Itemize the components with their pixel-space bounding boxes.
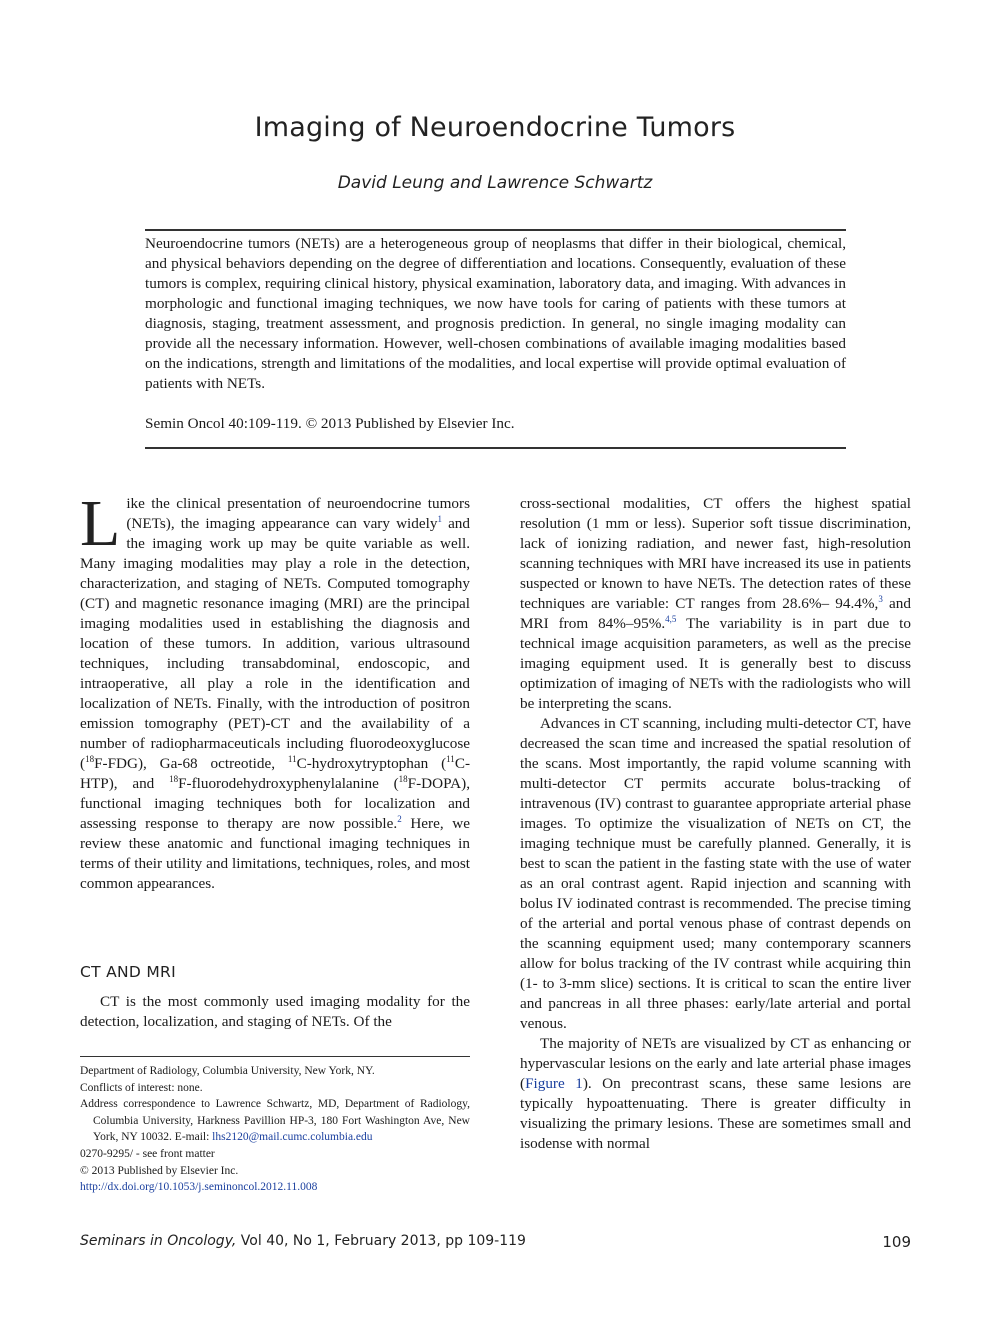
abstract-top-rule xyxy=(145,229,846,231)
figure-1-link[interactable]: Figure 1 xyxy=(525,1075,583,1092)
journal-footer xyxy=(80,1233,526,1249)
doi-link[interactable]: http://dx.doi.org/10.1053/j.seminoncol.2012.11.008 xyxy=(80,1181,318,1194)
article-title: Imaging of Neuroendocrine Tumors xyxy=(254,112,736,143)
section-heading-ct-mri: CT AND MRI xyxy=(80,963,176,981)
right-paragraph-1: cross-sectional modalities, CT offers the highest spatial resolution (1 mm or less). Superior soft tissue discrimination, lack of ionizing radiation, and newer fast, high-resolution scanning techniques with MRI have increased its use in patients suspected or known to have NETs. The detection rates of these techniques are variable: CT ranges from 28.6%– 94.4%,$^3$ and MRI from 84%–95%.$^{4,5}$ The variability is in part due to technical image acquisition parameters, as well as the precise imaging equipment used. It is generally best to discuss optimization of imaging of NETs with the radiologists who will be interpreting the scans. xyxy=(520,495,911,712)
right-paragraph-2: Advances in CT scanning, including multi-detector CT, have decreased the scan time and increased the spatial resolution of the scans. Most importantly, the rapid volume scanning with multi-detector CT permits accurate bolus-tracking of intravenous (IV) contrast to guarantee appropriate arterial phase images. To optimize the visualization of NETs on CT, the imaging technique must be carefully planned. Generally, it is best to scan the patient in the fasting state with the use of water as an oral contrast agent. Rapid injection and scanning with bolus IV iodinated contrast is recommended. The precise timing of the arterial and portal venous phase of contrast depends on the scanning equipment used; many contemporary scanners allow for bolus tracking of the IV contrast while acquiring thin (1- to 3-mm slice) sections. It is critical to scan the entire liver and pancreas in all three phases: early/late arterial and portal venous. xyxy=(520,715,911,1032)
journal-details: Vol 40, No 1, February 2013, pp 109-119 xyxy=(236,1233,526,1249)
footnote-department: Department of Radiology, Columbia University, New York, NY. xyxy=(80,1065,375,1077)
ct-mri-paragraph: CT is the most commonly used imaging modality for the detection, localization, and staging of NETs. Of the xyxy=(80,993,470,1030)
ref-2[interactable]: 2 xyxy=(397,813,402,824)
email-link[interactable]: lhs2120@mail.cumc.columbia.edu xyxy=(212,1131,373,1144)
intro-paragraph: Like the clinical presentation of neuroendocrine tumors (NETs), the imaging appearance can vary widely$^1$ and the imaging work up may be quite variable as well. Many imaging modalities may play a role in the detection, characterization, and staging of NETs. Computed tomography (CT) and magnetic resonance imaging (MRI) are the principal imaging modalities used in establishing the diagnosis and location of these tumors. In addition, various ultrasound techniques, including transabdominal, endoscopic, and intraoperative, all play a role in the identification and localization of NETs. Finally, with the introduction of positron emission tomography (PET)-CT and the availability of a number of radiopharmaceuticals including fluorodeoxyglucose ($^{18}$F-FDG), Ga-68 octreotide, $^{11}$C-hydroxytryptophan ($^{11}$C-HTP), and $^{18}$F-fluorodehydroxyphenylalanine ($^{18}$F-DOPA), functional imaging techniques both for localization and assessing response to therapy are now possible.$^2$ Here, we review these anatomic and functional imaging techniques in terms of their utility and limitations, techniques, roles, and most common appearances. xyxy=(80,487,470,892)
ref-3[interactable]: 3 xyxy=(878,593,883,604)
footnote-rule xyxy=(80,1056,470,1057)
footnote-issn: 0270-9295/ - see front matter xyxy=(80,1147,215,1160)
page-number: 109 xyxy=(882,1233,911,1251)
right-paragraph-3: The majority of NETs are visualized by CT as enhancing or hypervascular lesions on the early and late arterial phase images (Figure 1). On precontrast scans, these same lesions are typically hypoattenuating. There is greater difficulty in visualizing the primary lesions. These are sometimes small and isodense with normal xyxy=(520,1035,912,1152)
ref-4-5[interactable]: 4,5 xyxy=(665,613,677,624)
footnote-conflicts: Conflicts of interest: none. xyxy=(80,1081,203,1094)
journal-name: Seminars in Oncology, xyxy=(80,1233,237,1249)
abstract-citation: Semin Oncol 40:109-119. © 2013 Published by Elsevier Inc. xyxy=(145,415,515,432)
left-column xyxy=(80,487,470,894)
abstract-text: Neuroendocrine tumors (NETs) are a heterogeneous group of neoplasms that differ in their biological, chemical, and physical behaviors depending on the degree of differentiation and locations. Consequently, evaluation of these tumors is complex, requiring clinical history, physical examination, laboratory data, and imaging. With advances in morphologic and functional imaging techniques, we now have tools for caring of patients with these tumors at diagnosis, staging, treatment assessment, and prognosis prediction. In general, no single imaging modality can provide all the necessary information. However, well-chosen combinations of available imaging modalities based on the indications, strength and limitations of the modalities, and local expertise will provide optimal evaluation of patients with NETs. xyxy=(145,235,846,392)
drop-cap: L xyxy=(80,487,121,560)
article-authors: David Leung and Lawrence Schwartz xyxy=(337,173,653,193)
abstract-bottom-rule xyxy=(145,447,846,449)
footnote-copyright: © 2013 Published by Elsevier Inc. xyxy=(80,1164,239,1177)
ref-1[interactable]: 1 xyxy=(437,513,442,524)
footnote-address: Address correspondence to Lawrence Schwartz, MD, Department of Radiology, Columbia University, Harkness Pavillion HP-3, 180 Fort Washington Ave, New York, NY 10032. E-mail: lhs2120@mail.cumc.columbia.edu xyxy=(80,1098,470,1144)
right-column xyxy=(520,494,911,1154)
footnotes xyxy=(80,1063,470,1196)
